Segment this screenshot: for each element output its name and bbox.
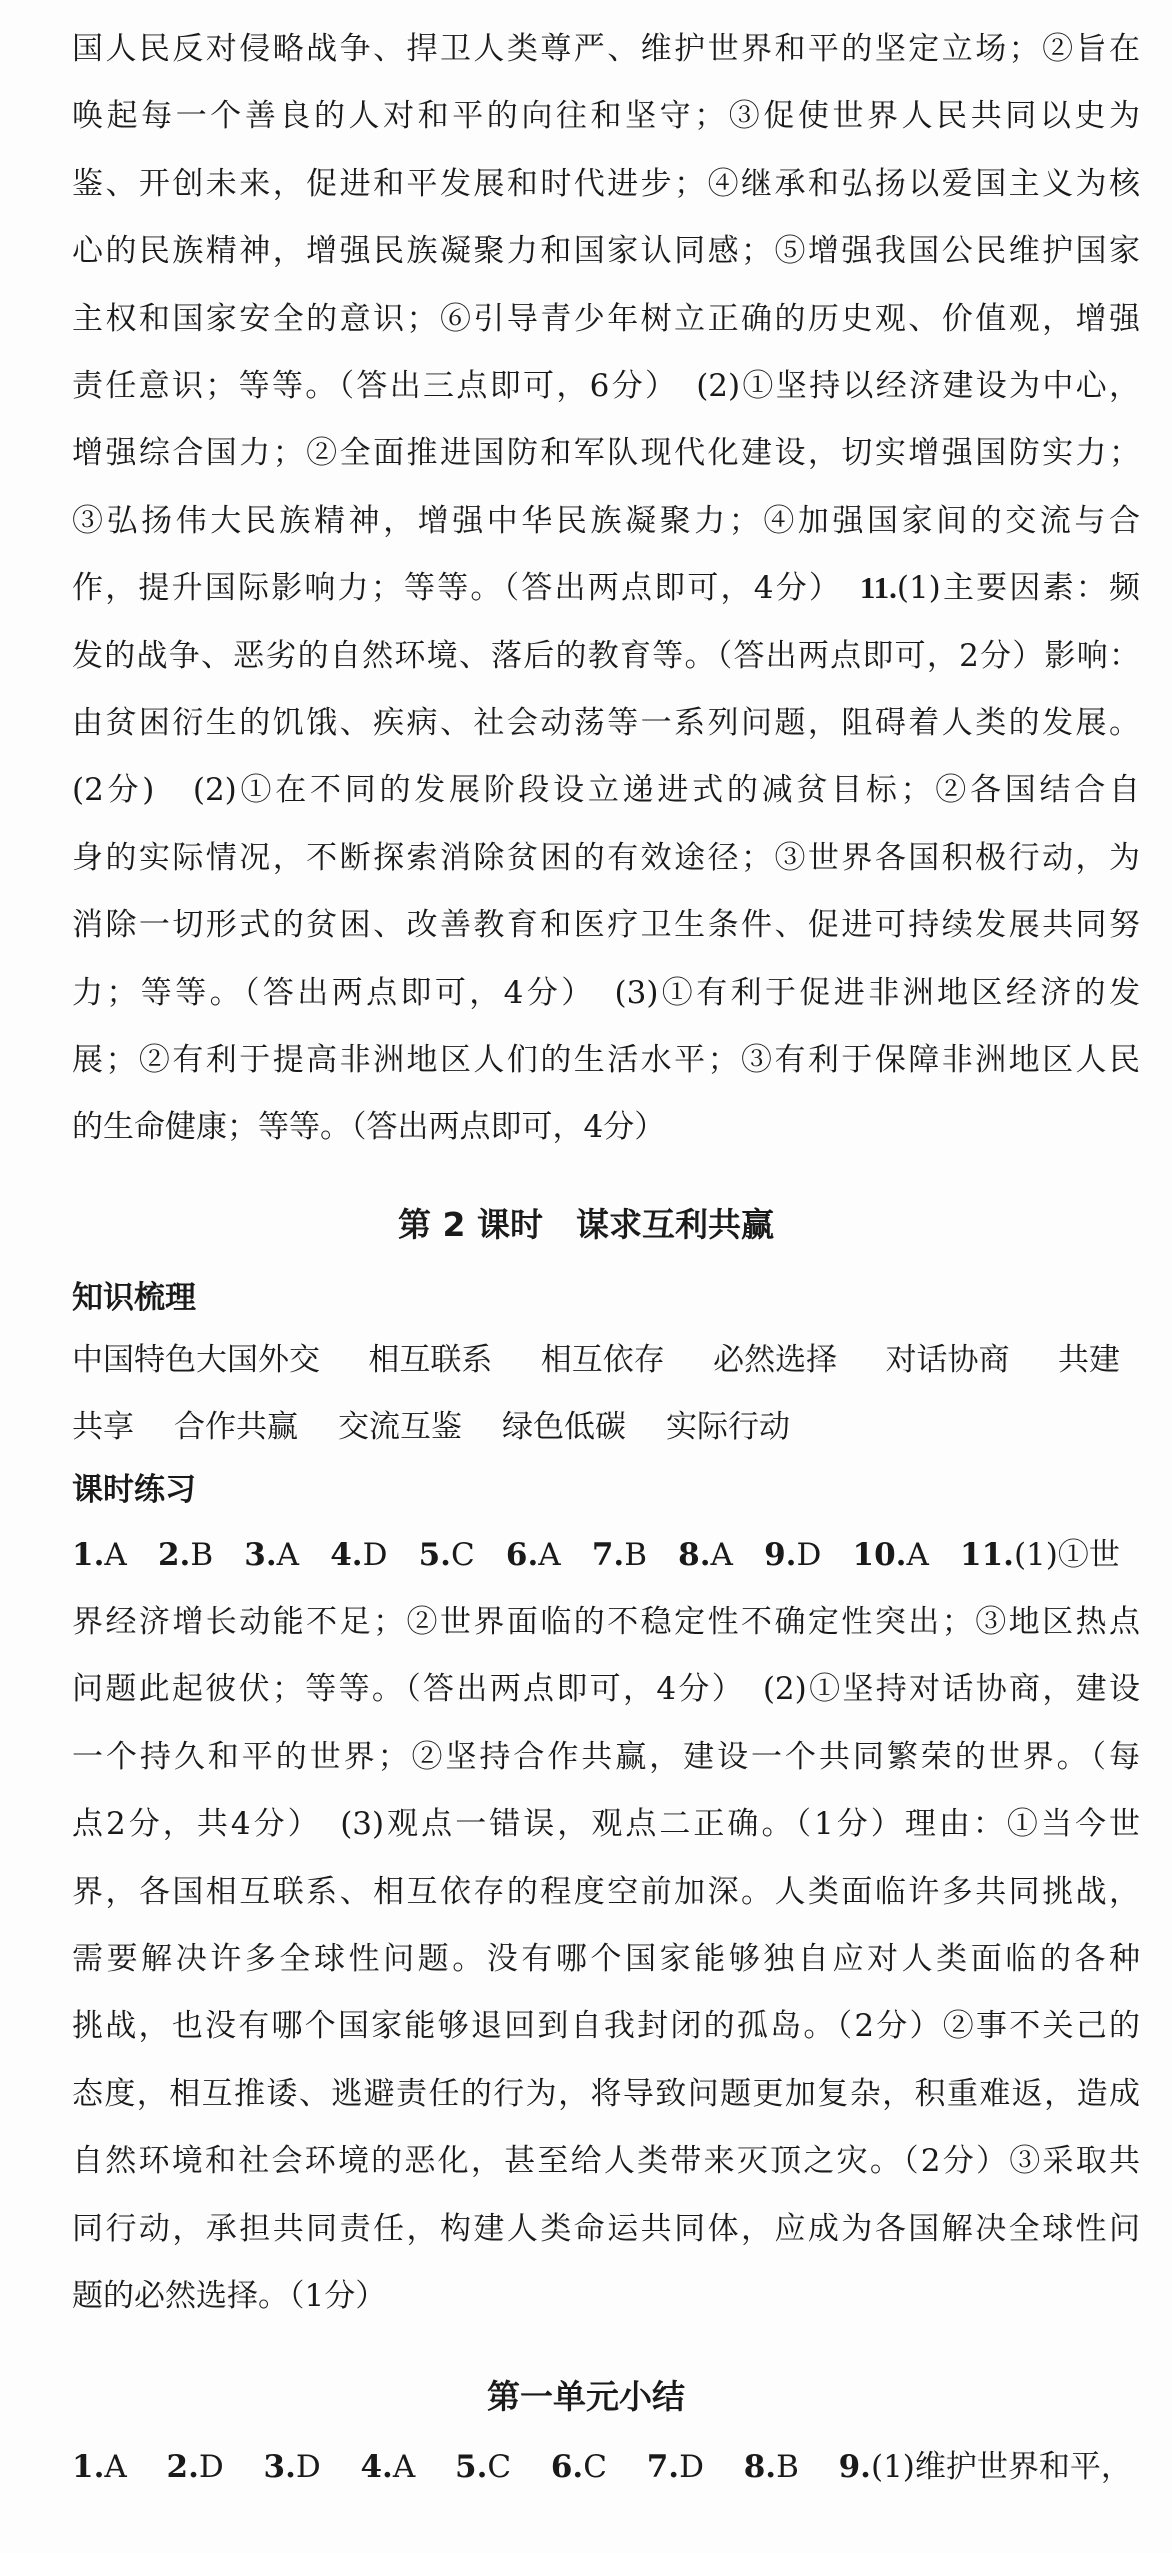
text-line: 一个持久和平的世界；②坚持合作共赢，建设一个共同繁荣的世界。（每	[72, 1738, 1140, 1775]
question-number: 7.	[591, 1537, 625, 1573]
text-line: 由贫困衍生的饥饿、疾病、社会动荡等一系列问题，阻碍着人类的发展。	[72, 705, 1140, 741]
keyword: 共建	[1057, 1342, 1120, 1378]
answer-choice: A	[104, 2449, 127, 2485]
answer-choice: D	[295, 2449, 321, 2485]
answer-item	[330, 1521, 387, 1589]
text-line: 题的必然选择。（1分）	[72, 2278, 387, 2314]
keyword: 交流互鉴	[338, 1409, 462, 1445]
answer-choice: A	[710, 1537, 733, 1573]
unit1-summary-title: 第一单元小结	[487, 2377, 685, 2416]
answer-choice: D	[796, 1537, 822, 1573]
text-line: 点2分，共4分） (3)观点一错误，观点二正确。（1分）理由：①当今世	[72, 1806, 1140, 1843]
question-number: 6.	[505, 1537, 539, 1573]
answer-item	[72, 2433, 127, 2501]
question-number: 2.	[166, 2449, 199, 2485]
text-line: 同行动，承担共同责任，构建人类命运共同体，应成为各国解决全球性问	[72, 2210, 1140, 2247]
question-number: 8.	[743, 2449, 777, 2485]
answer-item	[647, 2433, 704, 2501]
answer-item	[744, 2433, 799, 2501]
text-line: 需要解决许多全球性问题。没有哪个国家能够独自应对人类面临的各种	[72, 1941, 1140, 1977]
keywords-row-2	[72, 1393, 1120, 1461]
answer-item	[419, 1521, 475, 1589]
answer-item	[592, 1521, 647, 1589]
question-number: 4.	[360, 2449, 393, 2485]
answer-choice: C	[450, 1537, 475, 1573]
question-number: 3.	[263, 2449, 296, 2485]
keyword: 相互依存	[540, 1342, 665, 1378]
question-number: 11.	[960, 1537, 1014, 1573]
text-line: (2分) (2)①在不同的发展阶段设立递进式的减贫目标；②各国结合自	[72, 772, 1140, 809]
keyword: 相互联系	[368, 1342, 493, 1378]
answer-item	[551, 2433, 607, 2501]
question-number: 5.	[418, 1537, 451, 1573]
keyword: 绿色低碳	[502, 1409, 626, 1445]
question-number: 8.	[678, 1537, 711, 1573]
text-line	[72, 554, 1140, 622]
question-number: 3.	[244, 1537, 277, 1573]
answer-choice: C	[583, 2449, 607, 2485]
answer-item	[72, 1521, 127, 1589]
answer-item	[244, 1521, 299, 1589]
answer-item	[839, 2433, 1132, 2501]
answer-choice: B	[190, 1537, 214, 1573]
answer-item	[264, 2433, 321, 2501]
answer-choice: A	[392, 2449, 416, 2485]
text-line: 国人民反对侵略战争、捍卫人类尊严、维护世界和平的坚定立场；②旨在	[72, 31, 1140, 67]
answer-choice: D	[362, 1537, 388, 1573]
answer-choice: B	[624, 1537, 647, 1573]
lesson2-title: 第 2 课时 谋求互利共赢	[398, 1205, 774, 1244]
answer-item	[455, 2433, 511, 2501]
text-line: 发的战争、恶劣的自然环境、落后的教育等。（答出两点即可，2分）影响：	[72, 637, 1140, 674]
keyword: 共享	[72, 1409, 134, 1445]
text-line: 身的实际情况，不断探索消除贫困的有效途径；③世界各国积极行动，为	[72, 839, 1140, 876]
text-line: 问题此起彼伏；等等。（答出两点即可，4分） (2)①坚持对话协商，建设	[72, 1671, 1140, 1708]
text-line: 界经济增长动能不足；②世界面临的不稳定性不确定性突出；③地区热点	[72, 1604, 1140, 1640]
question-number: 7.	[646, 2449, 680, 2485]
text-line: 态度，相互推诿、逃避责任的行为，将导致问题更加复杂，积重难返，造成	[72, 2075, 1140, 2112]
text-line: 唤起每一个善良的人对和平的向往和坚守；③促使世界人民共同以史为	[72, 98, 1140, 135]
question-number: 6.	[550, 2449, 584, 2485]
answer-choice: A	[276, 1537, 300, 1573]
lesson2-answers-row	[72, 1521, 1120, 1589]
text-line: 心的民族精神，增强民族凝聚力和国家认同感；⑤增强我国公民维护国家	[72, 233, 1140, 270]
answer-choice: D	[198, 2449, 224, 2485]
answer-choice: (1)维护世界和平，	[870, 2449, 1132, 2485]
answer-item	[167, 2433, 224, 2501]
text-line: 消除一切形式的贫困、改善教育和医疗卫生条件、促进可持续发展共同努	[72, 907, 1140, 944]
keyword: 合作共赢	[174, 1409, 298, 1445]
answer-item	[678, 1521, 733, 1589]
question-number: 2.	[157, 1537, 191, 1573]
answer-item	[360, 2433, 415, 2501]
answer-item	[506, 1521, 561, 1589]
text-line: 责任意识；等等。（答出三点即可，6分） (2)①坚持以经济建设为中心，	[72, 368, 1140, 404]
text-line: ③弘扬伟大民族精神，增强中华民族凝聚力；④加强国家间的交流与合	[72, 502, 1140, 539]
answer-item	[960, 1521, 1120, 1589]
answer-choice: D	[679, 2449, 704, 2485]
text-line: 主权和国家安全的意识；⑥引导青少年树立正确的历史观、价值观，增强	[72, 300, 1140, 337]
knowledge-heading: 知识梳理	[72, 1280, 196, 1316]
question-number: 9.	[838, 2449, 871, 2485]
keyword: 必然选择	[713, 1342, 838, 1378]
question-number: 5.	[455, 2449, 488, 2485]
text-segment: 作，提升国际影响力；等等。（答出两点即可，4分）	[72, 570, 860, 607]
keyword: 实际行动	[666, 1409, 790, 1445]
answer-choice: C	[487, 2449, 512, 2485]
keywords-row-1	[72, 1326, 1120, 1394]
question-number: 10.	[852, 1537, 907, 1573]
unit1-answers-row	[72, 2433, 1132, 2501]
text-line: 展；②有利于提高非洲地区人们的生活水平；③有利于保障非洲地区人民	[72, 1042, 1140, 1078]
question-number: 4.	[330, 1537, 363, 1573]
question-number: 1.	[72, 2449, 105, 2485]
text-line: 增强综合国力；②全面推进国防和军队现代化建设，切实增强国防实力；	[72, 435, 1140, 472]
text-line: 界，各国相互联系、相互依存的程度空前加深。人类面临许多共同挑战，	[72, 1873, 1140, 1910]
answer-item	[764, 1521, 821, 1589]
answer-choice: A	[906, 1537, 929, 1573]
text-segment: (1)主要因素：频	[896, 570, 1140, 607]
question-number: 11.	[859, 570, 897, 606]
keyword: 对话协商	[885, 1342, 1010, 1378]
answer-item	[853, 1521, 929, 1589]
answer-choice: A	[538, 1537, 561, 1573]
answer-choice: (1)①世	[1013, 1537, 1120, 1573]
question-number: 1.	[72, 1537, 105, 1573]
text-line: 鉴、开创未来，促进和平发展和时代进步；④继承和弘扬以爱国主义为核	[72, 165, 1140, 202]
text-line: 力；等等。（答出两点即可，4分） (3)①有利于促进非洲地区经济的发	[72, 974, 1140, 1011]
answer-choice: B	[776, 2449, 799, 2485]
answer-item	[158, 1521, 213, 1589]
practice-heading: 课时练习	[72, 1472, 196, 1508]
keyword: 中国特色大国外交	[72, 1342, 320, 1378]
text-line: 自然环境和社会环境的恶化，甚至给人类带来灭顶之灾。（2分）③采取共	[72, 2143, 1140, 2180]
text-line: 的生命健康；等等。（答出两点即可，4分）	[72, 1109, 666, 1146]
answer-choice: A	[104, 1537, 127, 1573]
question-number: 9.	[764, 1537, 797, 1573]
text-line: 挑战，也没有哪个国家能够退回到自我封闭的孤岛。（2分）②事不关己的	[72, 2008, 1140, 2045]
